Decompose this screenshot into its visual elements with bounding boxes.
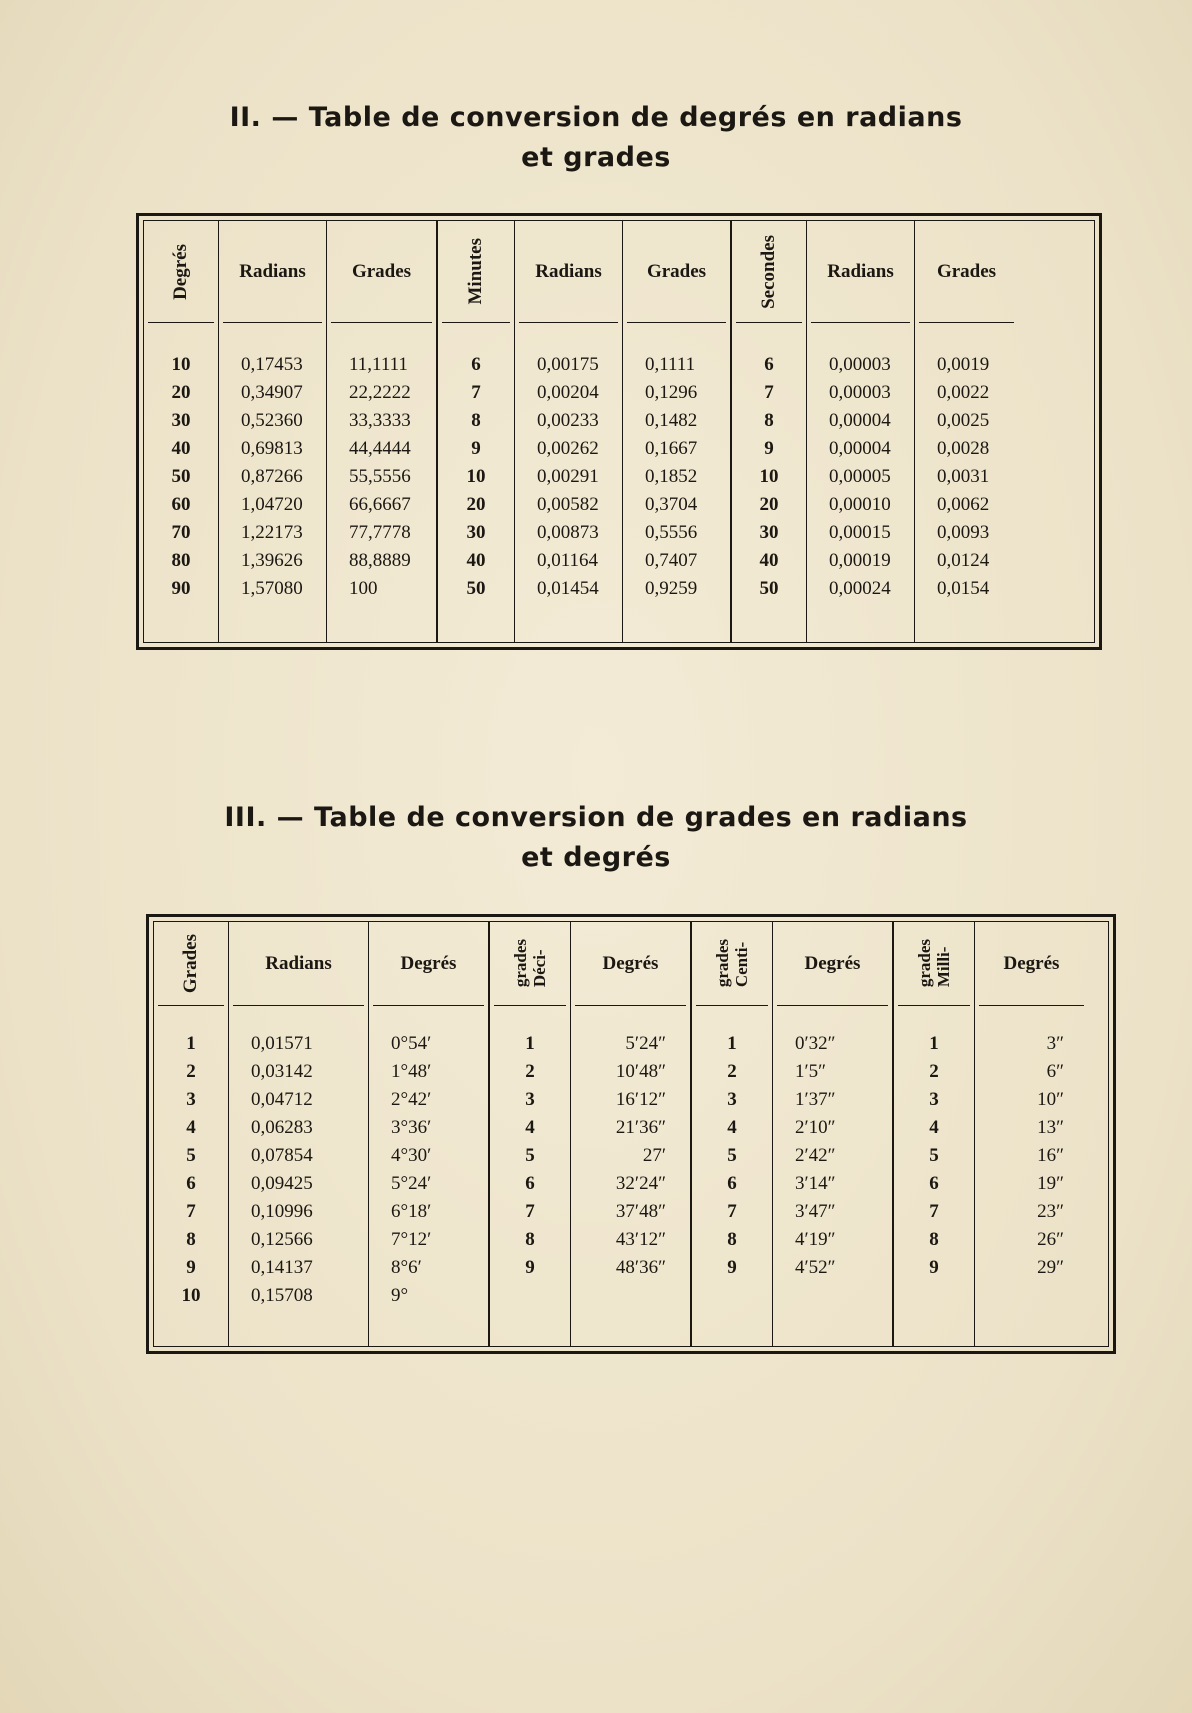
table-ii-degrees-to-radians-grades [136, 213, 1102, 650]
table-iii-degres-label: Degrés [1003, 952, 1060, 974]
table-ii-grades-cell: 77,7778 [349, 522, 411, 543]
table-ii-radians-cell: 1,04720 [241, 494, 303, 515]
table-ii-degres-label: Degrés [170, 243, 191, 300]
table-ii-secondes-label: Secondes [758, 234, 779, 309]
table-ii-secondes-cell: 7 [764, 382, 774, 403]
table-iii-decigrades-label-a: Déci- [529, 949, 549, 988]
table-iii-milligrades-header [898, 922, 970, 1006]
table-ii-grades-cell: 0,1296 [645, 382, 698, 403]
table-iii-decigrades-degres-column [570, 922, 690, 1346]
table-iii-radians-label: Radians [265, 952, 332, 974]
table-iii-milligrades-label-b: grades [914, 939, 934, 988]
table-ii-degres-cell: 10 [171, 354, 191, 375]
table-ii-radians-column [514, 221, 622, 642]
table-iii-radians-cell: 0,04712 [251, 1089, 313, 1110]
table-iii-grades-cell: 9 [186, 1257, 196, 1278]
table-iii-decigrades-cell: 7 [525, 1201, 535, 1222]
table-ii-minutes-cell: 8 [471, 410, 481, 431]
table-ii-group [436, 221, 730, 642]
table-iii-grades-cell: 7 [186, 1201, 196, 1222]
table-iii-centigrades-cell: 1 [727, 1033, 737, 1054]
table-ii-degres-cell: 70 [171, 522, 191, 543]
table-iii-degres-cell: 8°6′ [391, 1257, 422, 1278]
table-ii-grades-cell: 100 [349, 578, 378, 599]
table-iii-grades-header [158, 922, 224, 1006]
table-ii-radians-cell: 0,00015 [829, 522, 891, 543]
table-ii-radians-cell: 0,00004 [829, 410, 891, 431]
table-ii-title-line1: II. — Table de conversion de degrés en radians [229, 102, 963, 133]
table-ii-radians-cell: 1,22173 [241, 522, 303, 543]
table-ii-minutes-label: Minutes [465, 238, 486, 305]
table-ii-grades-cell: 0,0028 [937, 438, 990, 459]
table-iii-decigrades-cell: 2 [525, 1061, 535, 1082]
table-iii-grades-cell: 6 [186, 1173, 196, 1194]
table-ii-degres-cell: 90 [171, 578, 191, 599]
table-iii-grades-cell: 10 [181, 1285, 201, 1306]
table-iii-milligrades-cell: 5 [929, 1145, 939, 1166]
table-ii-radians-cell: 0,00233 [537, 410, 599, 431]
table-iii-milligrades-degres-cells [975, 1006, 1088, 1282]
table-iii-grades-cell: 1 [186, 1033, 196, 1054]
table-iii-centigrades-degres-cell: 3′47″ [795, 1201, 836, 1222]
table-ii-radians-cell: 0,00004 [829, 438, 891, 459]
table-iii-decigrades-degres-cell: 43′12″ [615, 1229, 666, 1250]
table-iii-milligrades-degres-cell: 23″ [1037, 1201, 1064, 1222]
table-iii-degres-column [368, 922, 488, 1346]
table-iii-milligrades-degres-cell: 26″ [1037, 1229, 1064, 1250]
table-iii-radians-cell: 0,09425 [251, 1173, 313, 1194]
table-ii-grades-cell: 0,0154 [937, 578, 990, 599]
table-ii-radians-cell: 0,87266 [241, 466, 303, 487]
table-iii-decigrades-degres-cell: 16′12″ [615, 1089, 666, 1110]
table-ii-radians-cell: 0,34907 [241, 382, 303, 403]
table-iii-grades-cells [154, 1006, 228, 1310]
table-iii-radians-cells [229, 1006, 368, 1310]
table-ii-radians-label: Radians [827, 260, 894, 282]
table-ii-grades-cell: 55,5556 [349, 466, 411, 487]
table-iii-grades-to-radians-degrees [146, 914, 1116, 1354]
table-ii-radians-cell: 0,00010 [829, 494, 891, 515]
table-iii-centigrades-cell: 4 [727, 1117, 737, 1138]
table-iii-centigrades-cell: 7 [727, 1201, 737, 1222]
table-ii-title [0, 98, 1192, 178]
table-iii-centigrades-cell: 2 [727, 1061, 737, 1082]
table-iii-centigrades-label-a: Centi- [731, 942, 751, 988]
table-iii-radians-cell: 0,15708 [251, 1285, 313, 1306]
table-ii-radians-cell: 0,00175 [537, 354, 599, 375]
table-ii-radians-cells [219, 323, 326, 603]
table-iii-milligrades-cell: 6 [929, 1173, 939, 1194]
table-ii-minutes-cell: 7 [471, 382, 481, 403]
table-ii-minutes-cell: 40 [466, 550, 486, 571]
table-ii-grades-column [914, 221, 1018, 642]
table-iii-milligrades-cell: 8 [929, 1229, 939, 1250]
table-iii-milligrades-cell: 1 [929, 1033, 939, 1054]
table-iii-radians-cell: 0,01571 [251, 1033, 313, 1054]
table-ii-secondes-column [732, 221, 806, 642]
table-ii-grades-cell: 0,0031 [937, 466, 990, 487]
table-ii-minutes-column [438, 221, 514, 642]
table-iii-grades-label: Grades [180, 933, 201, 994]
table-iii-radians-cell: 0,14137 [251, 1257, 313, 1278]
table-ii-grades-cell: 0,1852 [645, 466, 698, 487]
table-ii-minutes-header [442, 221, 510, 323]
table-iii-degres-cell: 6°18′ [391, 1201, 432, 1222]
table-iii-degres-cell: 9° [391, 1285, 409, 1306]
table-iii-centigrades-cell: 8 [727, 1229, 737, 1250]
table-iii-decigrades-degres-cells [571, 1006, 690, 1282]
table-iii-title [0, 798, 1192, 878]
table-ii-radians-column [806, 221, 914, 642]
table-iii-centigrades-cells [692, 1006, 772, 1282]
table-iii-grades-cell: 2 [186, 1061, 196, 1082]
table-iii-decigrades-degres-cell: 10′48″ [615, 1061, 666, 1082]
table-ii-radians-cell: 0,52360 [241, 410, 303, 431]
table-ii-radians-cell: 1,39626 [241, 550, 303, 571]
table-ii-grades-cell: 0,5556 [645, 522, 698, 543]
table-iii-degres-label: Degrés [400, 952, 457, 974]
table-ii-title-line2: et grades [521, 142, 671, 173]
table-iii-radians-column [228, 922, 368, 1346]
table-ii-minutes-cell: 6 [471, 354, 481, 375]
table-ii-degres-cell: 20 [171, 382, 191, 403]
table-ii-grades-label: Grades [646, 260, 707, 282]
table-iii-decigrades-cell: 9 [525, 1257, 535, 1278]
table-ii-grades-cell: 0,1667 [645, 438, 698, 459]
table-ii-grades-cell: 0,0124 [937, 550, 990, 571]
table-iii-centigrades-degres-cell: 3′14″ [795, 1173, 836, 1194]
table-ii-grades-cells [915, 323, 1018, 603]
table-iii-milligrades-cells [894, 1006, 974, 1282]
table-iii-degres-label: Degrés [804, 952, 861, 974]
table-ii-grades-cell: 0,0062 [937, 494, 990, 515]
table-iii-radians-cell: 0,03142 [251, 1061, 313, 1082]
table-iii-milligrades-cell: 4 [929, 1117, 939, 1138]
table-ii-radians-label: Radians [239, 260, 306, 282]
table-ii-grades-cell: 0,1482 [645, 410, 698, 431]
table-ii-secondes-cell: 50 [759, 578, 779, 599]
table-iii-decigrades-cell: 1 [525, 1033, 535, 1054]
table-iii-centigrades-cell: 9 [727, 1257, 737, 1278]
table-iii-radians-cell: 0,12566 [251, 1229, 313, 1250]
table-iii-centigrades-group [690, 922, 892, 1346]
table-iii-degres-cell: 2°42′ [391, 1089, 432, 1110]
table-iii-grades-cell: 4 [186, 1117, 196, 1138]
table-ii-radians-column [218, 221, 326, 642]
table-ii-grades-cell: 0,0022 [937, 382, 990, 403]
table-ii-degres-cells [144, 323, 218, 603]
table-iii-centigrades-label-b: grades [712, 939, 732, 988]
table-iii-decigrades-group [488, 922, 690, 1346]
table-iii-decigrades-degres-cell: 21′36″ [615, 1117, 666, 1138]
table-iii-title-line1: III. — Table de conversion de grades en radians [224, 802, 968, 833]
table-ii-secondes-cells [732, 323, 806, 603]
table-iii-centigrades-header [696, 922, 768, 1006]
table-ii-radians-header [811, 221, 910, 323]
table-ii-minutes-cell: 30 [466, 522, 486, 543]
table-iii-degres-cell: 4°30′ [391, 1145, 432, 1166]
table-ii-secondes-cell: 6 [764, 354, 774, 375]
table-iii-grades-cell: 5 [186, 1145, 196, 1166]
table-iii-milligrades-degres-cell: 10″ [1037, 1089, 1064, 1110]
table-ii-radians-cell: 0,00024 [829, 578, 891, 599]
table-iii-degres-label: Degrés [602, 952, 659, 974]
table-ii-secondes-cell: 30 [759, 522, 779, 543]
table-iii-decigrades-label [512, 939, 549, 987]
table-iii-radians-cell: 0,06283 [251, 1117, 313, 1138]
table-iii-degres-cells [369, 1006, 488, 1310]
table-ii-degres-cell: 60 [171, 494, 191, 515]
table-iii-milligrades-label [916, 939, 953, 987]
table-iii-milligrades-degres-cell: 6″ [1046, 1061, 1064, 1082]
table-ii-radians-cell: 0,00262 [537, 438, 599, 459]
table-ii-group [144, 221, 436, 642]
table-iii-centigrades-degres-cell: 2′42″ [795, 1145, 836, 1166]
table-ii-minutes-cell: 9 [471, 438, 481, 459]
table-ii-grades-cell: 0,3704 [645, 494, 698, 515]
table-iii-milligrades-cell: 2 [929, 1061, 939, 1082]
table-ii-grades-column [326, 221, 436, 642]
table-ii-grades-column [622, 221, 730, 642]
table-iii-decigrades-header [494, 922, 566, 1006]
table-iii-centigrades-column [692, 922, 772, 1346]
table-iii-decigrades-degres-cell: 5′24″ [625, 1033, 666, 1054]
table-ii-radians-cell: 0,01164 [537, 550, 599, 571]
table-iii-grades-group [154, 922, 488, 1346]
table-iii-centigrades-degres-cell: 1′5″ [795, 1061, 827, 1082]
table-ii-radians-cell: 0,69813 [241, 438, 303, 459]
table-iii-centigrades-degres-cells [773, 1006, 892, 1282]
table-iii-milligrades-degres-cell: 13″ [1037, 1117, 1064, 1138]
table-iii-milligrades-degres-cell: 19″ [1037, 1173, 1064, 1194]
table-ii-grades-header [627, 221, 726, 323]
table-iii-degres-cell: 1°48′ [391, 1061, 432, 1082]
table-ii-grades-cell: 11,1111 [349, 354, 408, 375]
table-ii-grades-cell: 44,4444 [349, 438, 411, 459]
table-iii-decigrades-cells [490, 1006, 570, 1282]
table-iii-centigrades-degres-cell: 4′19″ [795, 1229, 836, 1250]
table-iii-decigrades-degres-cell: 27′ [642, 1145, 666, 1166]
table-iii-milligrades-column [894, 922, 974, 1346]
table-ii-secondes-cell: 20 [759, 494, 779, 515]
table-iii-decigrades-cell: 6 [525, 1173, 535, 1194]
table-iii-title-line2: et degrés [521, 842, 671, 873]
table-iii-milligrades-degres-cell: 29″ [1037, 1257, 1064, 1278]
table-ii-grades-cell: 0,0025 [937, 410, 990, 431]
table-iii-grades-cell: 8 [186, 1229, 196, 1250]
table-ii-radians-cell: 0,00873 [537, 522, 599, 543]
table-iii-centigrades-label [714, 939, 751, 987]
table-ii-grades-header [919, 221, 1014, 323]
table-iii-degres-cell: 3°36′ [391, 1117, 432, 1138]
table-ii-grades-cell: 66,6667 [349, 494, 411, 515]
table-iii-radians-cell: 0,10996 [251, 1201, 313, 1222]
table-iii-centigrades-degres-cell: 2′10″ [795, 1117, 836, 1138]
table-ii-radians-cell: 0,00005 [829, 466, 891, 487]
table-iii-decigrades-label-b: grades [510, 939, 530, 988]
table-iii-centigrades-degres-cell: 1′37″ [795, 1089, 836, 1110]
table-ii-grades-cell: 0,0093 [937, 522, 990, 543]
table-iii-centigrades-degres-header [777, 922, 888, 1006]
table-ii-grades-cell: 0,7407 [645, 550, 698, 571]
table-iii-milligrades-label-a: Milli- [933, 946, 953, 988]
table-iii-milligrades-cell: 9 [929, 1257, 939, 1278]
table-ii-minutes-cell: 50 [466, 578, 486, 599]
table-ii-secondes-cell: 40 [759, 550, 779, 571]
table-iii-degres-cell: 7°12′ [391, 1229, 432, 1250]
table-iii-centigrades-cell: 3 [727, 1089, 737, 1110]
table-iii-decigrades-degres-header [575, 922, 686, 1006]
table-ii-radians-cell: 0,00204 [537, 382, 599, 403]
table-iii-degres-cell: 5°24′ [391, 1173, 432, 1194]
table-ii-radians-header [519, 221, 618, 323]
table-iii-milligrades-degres-cell: 16″ [1037, 1145, 1064, 1166]
table-ii-degres-header [148, 221, 214, 323]
table-ii-radians-label: Radians [535, 260, 602, 282]
table-iii-decigrades-cell: 3 [525, 1089, 535, 1110]
table-ii-secondes-cell: 9 [764, 438, 774, 459]
table-iii-degres-header [373, 922, 484, 1006]
table-iii-degres-cell: 0°54′ [391, 1033, 432, 1054]
table-ii-secondes-cell: 10 [759, 466, 779, 487]
table-ii-grades-cell: 33,3333 [349, 410, 411, 431]
table-iii-milligrades-cell: 7 [929, 1201, 939, 1222]
table-ii-radians-cells [515, 323, 622, 603]
table-ii-radians-header [223, 221, 322, 323]
table-ii-degres-column [144, 221, 218, 642]
table-ii-grades-cell: 0,1111 [645, 354, 696, 375]
table-ii-grades-header [331, 221, 432, 323]
table-iii-decigrades-degres-cell: 32′24″ [615, 1173, 666, 1194]
table-ii-frame [143, 220, 1095, 643]
table-ii-radians-cell: 0,00582 [537, 494, 599, 515]
table-ii-radians-cell: 0,17453 [241, 354, 303, 375]
table-ii-radians-cell: 0,00003 [829, 354, 891, 375]
table-iii-milligrades-cell: 3 [929, 1089, 939, 1110]
table-iii-decigrades-degres-cell: 37′48″ [615, 1201, 666, 1222]
table-iii-decigrades-column [490, 922, 570, 1346]
table-iii-decigrades-degres-cell: 48′36″ [615, 1257, 666, 1278]
table-iii-grades-cell: 3 [186, 1089, 196, 1110]
table-ii-radians-cell: 0,00003 [829, 382, 891, 403]
table-iii-centigrades-cell: 5 [727, 1145, 737, 1166]
table-ii-radians-cell: 1,57080 [241, 578, 303, 599]
table-iii-milligrades-degres-column [974, 922, 1088, 1346]
table-iii-milligrades-group [892, 922, 1088, 1346]
table-iii-frame [153, 921, 1109, 1347]
table-ii-grades-cell: 22,2222 [349, 382, 411, 403]
table-ii-grades-label: Grades [936, 260, 997, 282]
table-ii-radians-cells [807, 323, 914, 603]
table-ii-secondes-header [736, 221, 802, 323]
table-ii-grades-cell: 0,0019 [937, 354, 990, 375]
table-ii-minutes-cell: 10 [466, 466, 486, 487]
table-iii-milligrades-degres-header [979, 922, 1084, 1006]
table-iii-centigrades-degres-cell: 0′32″ [795, 1033, 836, 1054]
table-ii-grades-cell: 88,8889 [349, 550, 411, 571]
table-ii-grades-label: Grades [351, 260, 412, 282]
table-iii-decigrades-cell: 4 [525, 1117, 535, 1138]
table-ii-degres-cell: 40 [171, 438, 191, 459]
table-ii-grades-cells [327, 323, 436, 603]
table-ii-minutes-cell: 20 [466, 494, 486, 515]
table-ii-group [730, 221, 1018, 642]
table-ii-secondes-cell: 8 [764, 410, 774, 431]
table-iii-radians-cell: 0,07854 [251, 1145, 313, 1166]
table-iii-radians-header [233, 922, 364, 1006]
table-ii-minutes-cells [438, 323, 514, 603]
table-ii-grades-cell: 0,9259 [645, 578, 698, 599]
table-ii-grades-cells [623, 323, 730, 603]
table-iii-decigrades-cell: 8 [525, 1229, 535, 1250]
table-iii-centigrades-cell: 6 [727, 1173, 737, 1194]
table-ii-radians-cell: 0,00019 [829, 550, 891, 571]
table-iii-centigrades-degres-column [772, 922, 892, 1346]
table-iii-grades-column [154, 922, 228, 1346]
table-iii-decigrades-cell: 5 [525, 1145, 535, 1166]
table-ii-radians-cell: 0,00291 [537, 466, 599, 487]
table-ii-degres-cell: 30 [171, 410, 191, 431]
table-ii-radians-cell: 0,01454 [537, 578, 599, 599]
table-ii-degres-cell: 80 [171, 550, 191, 571]
table-ii-degres-cell: 50 [171, 466, 191, 487]
table-iii-centigrades-degres-cell: 4′52″ [795, 1257, 836, 1278]
table-iii-milligrades-degres-cell: 3″ [1046, 1033, 1064, 1054]
